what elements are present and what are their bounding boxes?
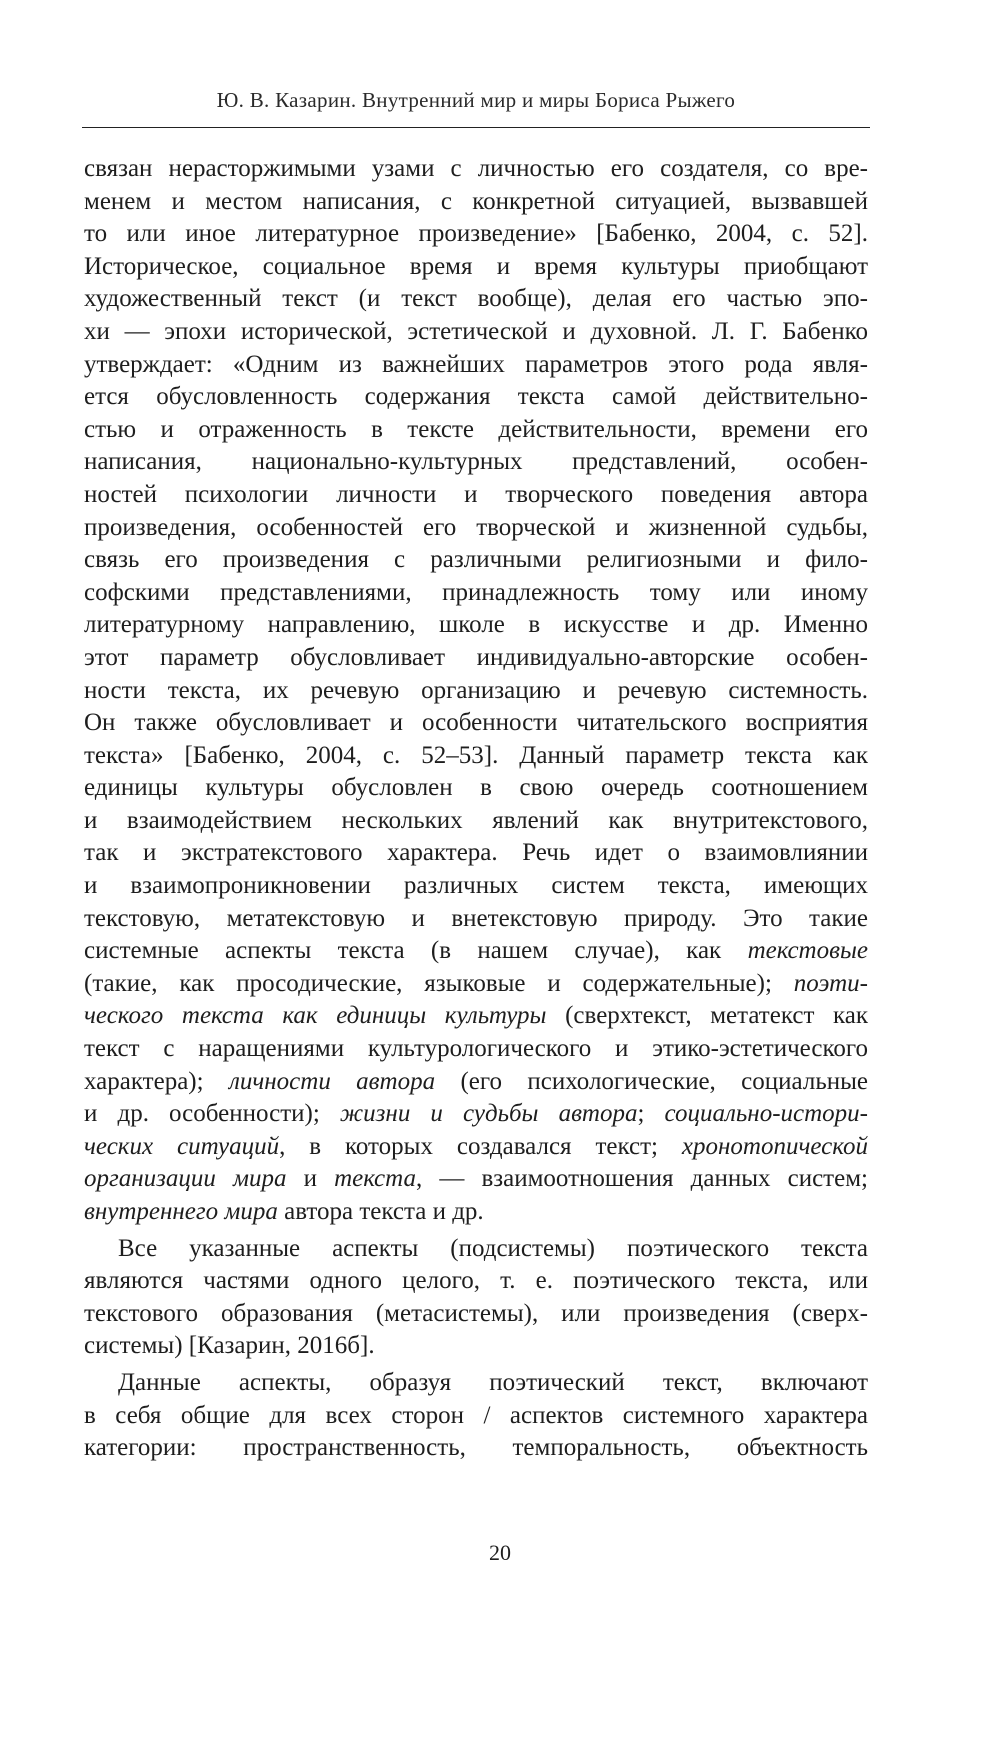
text-segment: (его психологические, социальные xyxy=(435,1067,868,1095)
text-segment: утверждает: «Одним из важнейших параметров этого рода явля- xyxy=(84,350,868,378)
text-line xyxy=(84,675,868,708)
italic-text: личности автора xyxy=(228,1067,436,1095)
italic-text: жизни и судьбы автора xyxy=(339,1100,638,1128)
text-segment: характера); xyxy=(84,1067,229,1095)
header-rule xyxy=(82,127,870,128)
text-segment: ности текста, их речевую организацию и речевую системность. xyxy=(84,676,868,704)
text-segment: текста» [Бабенко, 2004, с. 52–53]. Данный параметр текста как xyxy=(84,741,868,769)
text-line xyxy=(84,1265,868,1298)
text-line xyxy=(84,903,868,936)
text-line xyxy=(84,935,868,968)
text-segment: литературному направлению, школе в искусстве и др. Именно xyxy=(84,611,868,639)
italic-text: социально-истори- xyxy=(664,1100,869,1128)
text-segment: и взаимопроникновении различных систем текста, имеющих xyxy=(84,872,868,900)
text-line xyxy=(84,479,868,512)
text-segment: текстового образования (метасистемы), или произведения (сверх- xyxy=(84,1299,868,1327)
paragraph xyxy=(84,1367,868,1465)
text-segment: текстовую, метатекстовую и внетекстовую природу. Это такие xyxy=(84,904,868,932)
text-segment: единицы культуры обусловлен в свою очередь соотношением xyxy=(84,774,868,802)
text-segment: ; xyxy=(637,1100,665,1128)
italic-text: ческого текста как единицы культуры xyxy=(84,1002,547,1030)
text-line xyxy=(84,1400,868,1433)
text-line xyxy=(84,609,868,642)
text-line xyxy=(84,1196,868,1229)
text-segment: являются частями одного целого, т. е. поэтического текста, или xyxy=(84,1267,868,1295)
text-segment: хи — эпохи исторической, эстетической и духовной. Л. Г. Бабенко xyxy=(84,317,868,345)
text-segment: , — взаимоотношения данных систем; xyxy=(415,1165,868,1193)
text-segment: , в которых создавался текст; xyxy=(279,1132,682,1160)
italic-text: текста xyxy=(334,1165,416,1193)
text-segment: стью и отраженность в тексте действительности, времени его xyxy=(84,415,868,443)
text-line xyxy=(84,316,868,349)
text-line xyxy=(84,577,868,610)
text-line xyxy=(84,740,868,773)
text-line xyxy=(84,1163,868,1196)
text-segment: и xyxy=(286,1165,335,1193)
page-number: 20 xyxy=(489,1540,511,1565)
text-segment: категории: пространственность, темпоральность, объектность xyxy=(84,1434,868,1462)
text-segment: написания, национально-культурных представлений, особен- xyxy=(84,448,868,476)
text-segment: автора текста и др. xyxy=(277,1198,484,1225)
text-line xyxy=(84,1066,868,1099)
text-segment: и др. особенности); xyxy=(84,1100,340,1128)
text-segment: текст с наращениями культурологического и этико-эстетического xyxy=(84,1035,868,1063)
text-line xyxy=(84,1033,868,1066)
text-line xyxy=(84,544,868,577)
paragraph xyxy=(84,1233,868,1363)
text-line xyxy=(84,283,868,316)
text-line xyxy=(84,446,868,479)
text-segment: ется обусловленность содержания текста самой действительно- xyxy=(84,383,868,411)
text-segment: софскими представлениями, принадлежность тому или иному xyxy=(84,578,868,606)
italic-text: поэти- xyxy=(793,969,868,997)
text-line xyxy=(84,153,868,186)
text-segment: художественный текст (и текст вообще), делая его частью эпо- xyxy=(84,285,868,313)
text-line xyxy=(84,381,868,414)
text-line xyxy=(84,772,868,805)
text-segment: Все указанные аспекты (подсистемы) поэтического текста xyxy=(118,1234,868,1262)
text-segment: связан нерасторжимыми узами с личностью его создателя, со вре- xyxy=(84,155,868,182)
text-segment: Историческое, социальное время и время культуры приобщают xyxy=(84,252,868,280)
text-line xyxy=(84,414,868,447)
text-segment: ностей психологии личности и творческого поведения автора xyxy=(84,480,868,508)
paragraph xyxy=(84,153,868,1229)
text-line xyxy=(84,1000,868,1033)
text-line xyxy=(84,1131,868,1164)
italic-text: организации мира xyxy=(84,1165,287,1193)
running-header: Ю. В. Казарин. Внутренний мир и миры Бориса Рыжего xyxy=(216,88,736,112)
text-line xyxy=(84,642,868,675)
text-line xyxy=(84,1367,868,1400)
text-line xyxy=(84,1298,868,1331)
text-segment: так и экстратекстового характера. Речь идет о взаимовлиянии xyxy=(84,839,868,867)
text-line xyxy=(84,870,868,903)
text-line xyxy=(84,707,868,740)
italic-text: текстовые xyxy=(747,937,868,965)
text-line xyxy=(84,805,868,838)
italic-text: хронотопической xyxy=(681,1132,868,1160)
text-segment: то или иное литературное произведение» [Бабенко, 2004, с. 52]. xyxy=(84,220,868,248)
text-segment: этот параметр обусловливает индивидуально-авторские особен- xyxy=(84,643,868,671)
text-line xyxy=(84,968,868,1001)
text-segment: системные аспекты текста (в нашем случае), как xyxy=(84,937,748,965)
text-segment: (сверхтекст, метатекст как xyxy=(546,1002,868,1030)
italic-text: ческих ситуаций xyxy=(84,1132,280,1160)
text-segment: и взаимодействием нескольких явлений как внутритекстового, xyxy=(84,806,868,834)
text-line xyxy=(84,512,868,545)
text-segment: (такие, как просодические, языковые и содержательные); xyxy=(84,969,794,997)
text-line xyxy=(84,251,868,284)
text-line xyxy=(84,1233,868,1266)
body-text xyxy=(84,153,868,1465)
text-segment: системы) [Казарин, 2016б]. xyxy=(84,1332,375,1360)
text-line xyxy=(84,186,868,219)
text-segment: в себя общие для всех сторон / аспектов системного характера xyxy=(84,1401,868,1429)
text-line xyxy=(84,1098,868,1131)
text-line xyxy=(84,837,868,870)
text-line xyxy=(84,349,868,382)
text-segment: произведения, особенностей его творческой и жизненной судьбы, xyxy=(84,513,868,541)
text-segment: менем и местом написания, с конкретной ситуацией, вызвавшей xyxy=(84,187,868,215)
text-segment: Он также обусловливает и особенности читательского восприятия xyxy=(84,709,868,737)
text-line xyxy=(84,1330,868,1363)
text-line xyxy=(84,218,868,251)
text-line xyxy=(84,1432,868,1465)
italic-text: внутреннего мира xyxy=(84,1198,278,1225)
text-segment: Данные аспекты, образуя поэтический текст, включают xyxy=(118,1368,868,1396)
text-segment: связь его произведения с различными религиозными и фило- xyxy=(84,546,868,574)
